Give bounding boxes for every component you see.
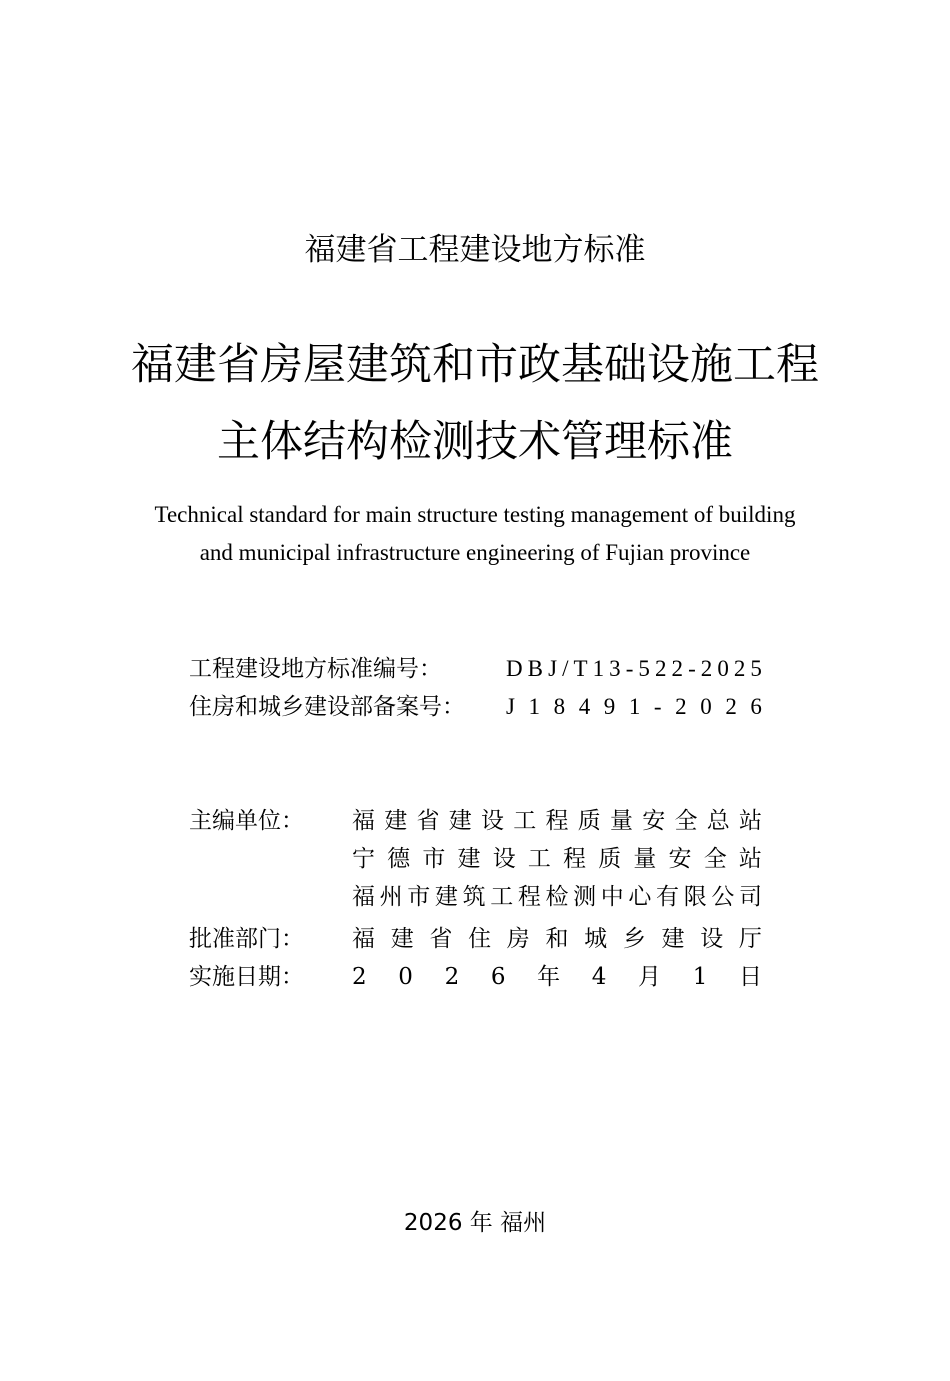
- standard-number-label: 工程建设地方标准编号：: [189, 656, 442, 682]
- editor-row-2: [0, 840, 950, 878]
- standard-number: D B J / T 1 3 - 5 2 2 - 2 0 2 5: [506, 656, 762, 681]
- editor-label: 主编单位：: [189, 808, 304, 834]
- english-title-line-2: and municipal infrastructure engineering of Fujian province: [199, 540, 751, 565]
- record-number: J 1 8 4 9 1 - 2 0 2 6: [506, 694, 762, 719]
- editor-unit-3: 福 州 市 建 筑 工 程 检 测 中 心 有 限 公 司: [352, 884, 762, 910]
- main-title-line-2: 主体结构检测技术管理标准: [217, 417, 733, 467]
- standard-number-row: [0, 650, 950, 688]
- editor-unit-1: 福 建 省 建 设 工 程 质 量 安 全 总 站: [352, 808, 762, 834]
- effective-date-label: 实施日期：: [189, 964, 304, 990]
- approval-label: 批准部门：: [189, 926, 304, 952]
- approval-department: 福 建 省 住 房 和 城 乡 建 设 厅: [352, 926, 762, 952]
- english-title-line-1: Technical standard for main structure testing management of building: [154, 502, 796, 527]
- editor-row-3: [0, 878, 950, 916]
- main-title-line-1: 福建省房屋建筑和市政基础设施工程: [131, 340, 819, 390]
- record-number-row: [0, 688, 950, 726]
- footer-year-place: 2026 年 福州: [403, 1210, 547, 1236]
- editor-unit-2: 宁 德 市 建 设 工 程 质 量 安 全 站: [352, 846, 762, 872]
- record-number-label: 住房和城乡建设部备案号：: [189, 694, 465, 720]
- approval-row: [0, 920, 950, 958]
- editor-row-1: [0, 802, 950, 840]
- series-title: 福建省工程建设地方标准: [304, 232, 646, 268]
- effective-date: 2 0 2 6 年 4 月 1 日: [352, 964, 762, 990]
- effective-date-row: [0, 958, 950, 996]
